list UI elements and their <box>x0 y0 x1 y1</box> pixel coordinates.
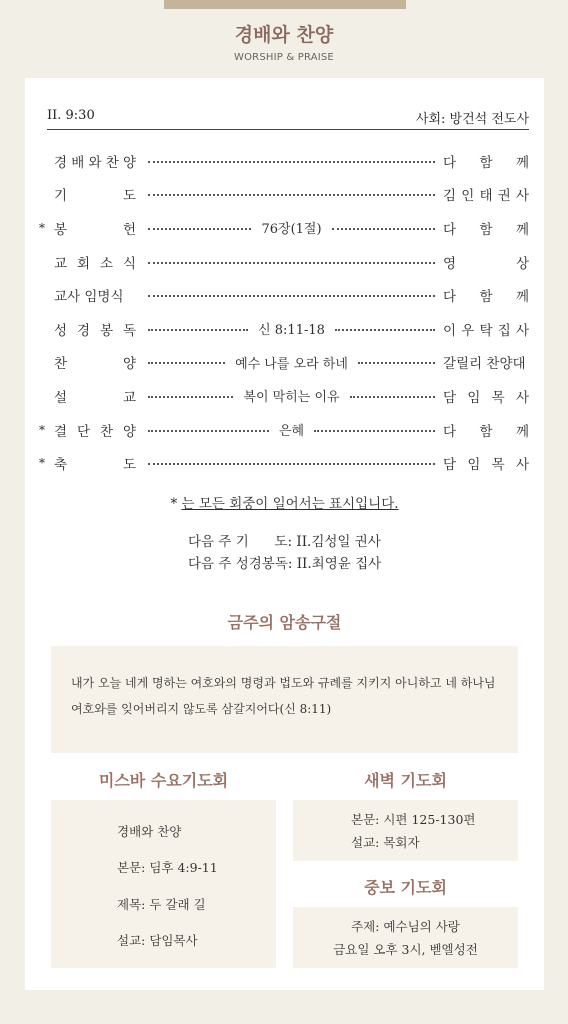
char: 찬 <box>99 423 114 440</box>
char: 사 <box>515 188 529 205</box>
char: 양 <box>122 423 136 440</box>
dotted-leader <box>314 430 435 432</box>
char: 성 <box>54 322 68 339</box>
char: 소 <box>99 255 114 272</box>
char: 찬 <box>105 154 119 171</box>
char: 께 <box>515 423 529 440</box>
char: 설 <box>54 389 68 406</box>
service-host: 사회: 방건석 전도사 <box>415 112 529 127</box>
char: 배 <box>71 154 85 171</box>
standing-mark: * <box>39 456 45 471</box>
wednesday-line-1: 경배와 찬양 <box>117 824 182 839</box>
order-row <box>43 144 529 178</box>
verse-title: 금주의 암송구절 <box>227 613 342 632</box>
order-item <box>54 420 136 440</box>
page-title: 경배와 찬양 <box>234 24 334 46</box>
order-leader-line <box>148 420 435 439</box>
dotted-leader <box>148 362 225 364</box>
char: 탁 <box>479 322 493 339</box>
order-row <box>43 346 529 380</box>
order-note: 신 8:11-18 <box>258 323 325 339</box>
order-person <box>443 184 529 204</box>
order-person <box>443 285 529 305</box>
order-leader-line <box>148 461 435 465</box>
bulletin-card <box>25 78 544 990</box>
order-row <box>39 413 529 447</box>
order-note: 복이 막히는 이유 <box>243 390 340 406</box>
char: 다 <box>443 289 457 306</box>
order-note: 은혜 <box>278 424 305 440</box>
char: 도 <box>122 457 136 474</box>
char: 경 <box>54 154 68 171</box>
dotted-leader <box>148 194 435 196</box>
order-person <box>443 453 529 473</box>
dotted-leader <box>148 228 251 230</box>
wednesday-line-4: 설교: 담임목사 <box>117 933 198 948</box>
dotted-leader <box>358 362 435 364</box>
char: 권 <box>497 188 511 205</box>
dotted-leader <box>332 228 435 230</box>
char: 사 <box>515 389 529 406</box>
standing-star: * <box>170 496 178 512</box>
char: 우 <box>461 322 475 339</box>
order-row <box>39 211 529 245</box>
order-row <box>43 312 529 346</box>
order-leader-line <box>148 386 435 405</box>
wednesday-line-3: 제목: 두 갈래 길 <box>117 897 206 912</box>
char: 헌 <box>122 221 136 238</box>
char: 이 <box>443 322 457 339</box>
order-item <box>54 319 136 339</box>
order-person <box>443 218 529 238</box>
char: 결 <box>54 423 68 440</box>
intercession-title: 중보 기도회 <box>364 878 447 897</box>
char: 함 <box>479 221 493 238</box>
order-leader-line <box>148 319 435 338</box>
char: 임 <box>467 457 481 474</box>
order-leader-line <box>148 353 435 372</box>
order-row <box>43 278 529 312</box>
char: 봉 <box>54 221 68 238</box>
order-of-worship <box>39 144 529 480</box>
char: 기 <box>54 188 68 205</box>
char: 찬 <box>54 356 68 373</box>
verse-box <box>51 646 518 753</box>
dotted-leader <box>148 430 269 432</box>
char: 독 <box>122 322 136 339</box>
char: 경 <box>76 322 91 339</box>
page-subtitle: WORSHIP & PRAISE <box>234 52 334 63</box>
order-item <box>54 184 136 204</box>
dotted-leader <box>335 329 435 331</box>
wednesday-title: 미스바 수요기도회 <box>98 771 229 790</box>
char: 영 <box>443 255 457 272</box>
service-header <box>47 105 529 130</box>
char: 다 <box>443 154 457 171</box>
order-item: 교사 임명식 <box>54 289 124 306</box>
order-person <box>443 386 529 406</box>
char: 축 <box>54 457 68 474</box>
char: 회 <box>76 255 91 272</box>
char: 께 <box>515 221 529 238</box>
service-time: II. 9:30 <box>47 108 95 123</box>
char: 단 <box>76 423 91 440</box>
order-person: 갈릴리 찬양대 <box>443 356 526 373</box>
order-item <box>54 218 136 238</box>
char: 사 <box>515 457 529 474</box>
order-leader-line <box>148 218 435 237</box>
char: 다 <box>443 423 457 440</box>
char: 임 <box>467 389 481 406</box>
order-person <box>443 420 529 440</box>
order-row <box>39 446 529 480</box>
char: 집 <box>497 322 511 339</box>
dotted-leader <box>148 463 435 465</box>
dotted-leader <box>148 262 435 264</box>
order-person <box>443 151 529 171</box>
standing-text: 는 모든 회중이 일어서는 표시입니다. <box>181 496 399 512</box>
char: 교 <box>54 255 68 272</box>
dawn-line-2: 설교: 목회자 <box>351 835 420 850</box>
char: 도 <box>122 188 136 205</box>
char: 와 <box>88 154 102 171</box>
char: 양 <box>122 356 136 373</box>
char: 목 <box>491 389 505 406</box>
dotted-leader <box>148 295 435 297</box>
standing-mark: * <box>39 422 45 437</box>
order-leader-line <box>148 159 435 163</box>
char: 께 <box>515 154 529 171</box>
dawn-line-1: 본문: 시편 125-130편 <box>351 812 476 827</box>
verse-line-1: 내가 오늘 네게 명하는 여호와의 명령과 법도와 규례를 지키지 아니하고 네 하나님 <box>71 676 496 690</box>
dotted-leader <box>148 329 248 331</box>
order-note: 예수 나를 오라 하네 <box>235 356 348 372</box>
next-week-prayer: 다음 주 기 도: II.김성일 권사 <box>188 534 381 550</box>
char: 함 <box>479 423 493 440</box>
standing-mark: * <box>39 221 45 236</box>
dawn-box <box>293 800 518 861</box>
order-row <box>43 245 529 279</box>
order-leader-line <box>148 293 435 297</box>
wednesday-box <box>51 800 276 968</box>
char: 상 <box>515 255 529 272</box>
order-item <box>54 252 136 272</box>
order-item <box>54 453 136 473</box>
order-note: 76장(1절) <box>261 222 322 238</box>
dotted-leader <box>148 161 435 163</box>
order-item <box>54 352 136 372</box>
verse-line-2: 여호와를 잊어버리지 않도록 삼갈지어다(신 8:11) <box>71 702 332 716</box>
char: 목 <box>491 457 505 474</box>
char: 교 <box>122 389 136 406</box>
dawn-title: 새벽 기도회 <box>364 771 447 790</box>
intercession-line-2: 금요일 오후 3시, 벧엘성전 <box>333 942 478 957</box>
char: 담 <box>443 389 457 406</box>
char: 담 <box>443 457 457 474</box>
next-week-reading: 다음 주 성경봉독: II.최영윤 집사 <box>188 556 382 572</box>
next-week-info <box>188 531 381 575</box>
order-person <box>443 252 529 272</box>
order-person <box>443 319 529 339</box>
standing-note <box>25 492 544 512</box>
order-row <box>43 379 529 413</box>
char: 사 <box>515 322 529 339</box>
wednesday-line-2: 본문: 딤후 4:9-11 <box>117 860 218 875</box>
char: 께 <box>515 289 529 306</box>
dotted-leader <box>350 396 435 398</box>
char: 양 <box>122 154 136 171</box>
verse-text <box>71 670 511 722</box>
char: 다 <box>443 221 457 238</box>
char: 식 <box>122 255 136 272</box>
order-row <box>43 178 529 212</box>
order-item <box>54 151 136 171</box>
intercession-box <box>293 907 518 968</box>
char: 태 <box>479 188 493 205</box>
char: 함 <box>479 154 493 171</box>
top-accent-bar <box>164 0 406 9</box>
dotted-leader <box>148 396 233 398</box>
char: 인 <box>461 188 475 205</box>
intercession-line-1: 주제: 예수님의 사랑 <box>351 919 460 934</box>
order-leader-line <box>148 192 435 196</box>
char: 김 <box>443 188 457 205</box>
order-item <box>54 386 136 406</box>
char: 함 <box>479 289 493 306</box>
char: 봉 <box>99 322 114 339</box>
order-leader-line <box>148 260 435 264</box>
